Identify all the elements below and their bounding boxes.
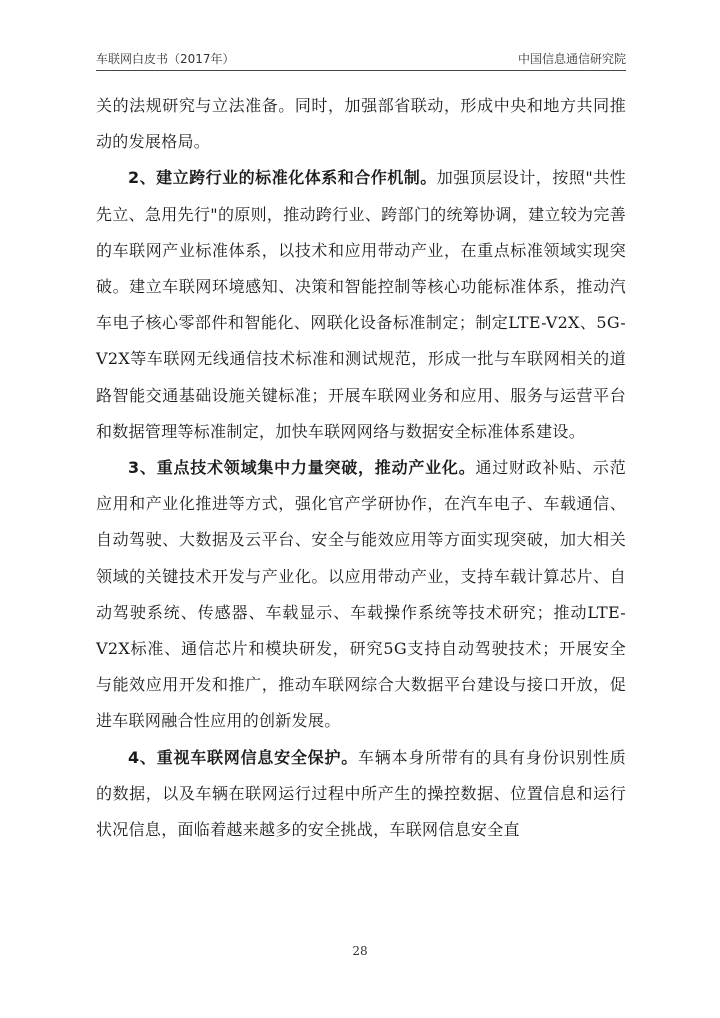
page-header [96, 50, 626, 70]
paragraph-security [96, 740, 626, 849]
paragraph-heading: 3、重点技术领域集中力量突破，推动产业化。 [128, 458, 476, 478]
paragraph-text: 车辆本身所带有的具有身份识别性质的数据，以及车辆在联网运行过程中所产生的操控数据、位置信息和运行状况信息，面临着越来越多的安全挑战，车联网信息安全直 [96, 747, 626, 840]
paragraph-text: 加强顶层设计，按照"共性先立、急用先行"的原则，推动跨行业、跨部门的统筹协调，建立较为完善的车联网产业标准体系，以技术和应用带动产业，在重点标准领域实现突破。建立车联网环境感知、决策和智能控制等核心功能标准体系，推动汽车电子核心零部件和智能化、网联化设备标准制定；制定LTE-V2X、5G-V2X等车联网无线通信技术标准和测试规范，形成一批与车联网相关的道路智能交通基础设施关键标准；开展车联网业务和应用、服务与运营平台和数据管理等标准制定，加快车联网网络与数据安全标准体系建设。 [96, 168, 626, 441]
document-body [96, 88, 626, 848]
paragraph-heading: 4、重视车联网信息安全保护。 [128, 747, 359, 767]
paragraph-continuation [96, 88, 626, 160]
paragraph-key-technology [96, 450, 626, 740]
header-divider [96, 70, 626, 71]
paragraph-text: 通过财政补贴、示范应用和产业化推进等方式，强化官产学研协作，在汽车电子、车载通信、自动驾驶、大数据及云平台、安全与能效应用等方面实现突破，加大相关领域的关键技术开发与产业化。以应用带动产业，支持车载计算芯片、自动驾驶系统、传感器、车载显示、车载操作系统等技术研究；推动LTE-V2X标准、通信芯片和模块研发，研究5G支持自动驾驶技术；开展安全与能效应用开发和推广，推动车联网综合大数据平台建设与接口开放，促进车联网融合性应用的创新发展。 [96, 458, 627, 731]
paragraph-text: 关的法规研究与立法准备。同时，加强部省联动，形成中央和地方共同推动的发展格局。 [96, 96, 626, 152]
header-organization: 中国信息通信研究院 [517, 52, 626, 66]
paragraph-heading: 2、建立跨行业的标准化体系和合作机制。 [128, 168, 437, 188]
page-footer [0, 944, 720, 958]
paragraph-standards [96, 160, 626, 450]
header-document-title: 车联网白皮书（2017年） [96, 52, 235, 66]
page-number: 28 [352, 944, 368, 958]
